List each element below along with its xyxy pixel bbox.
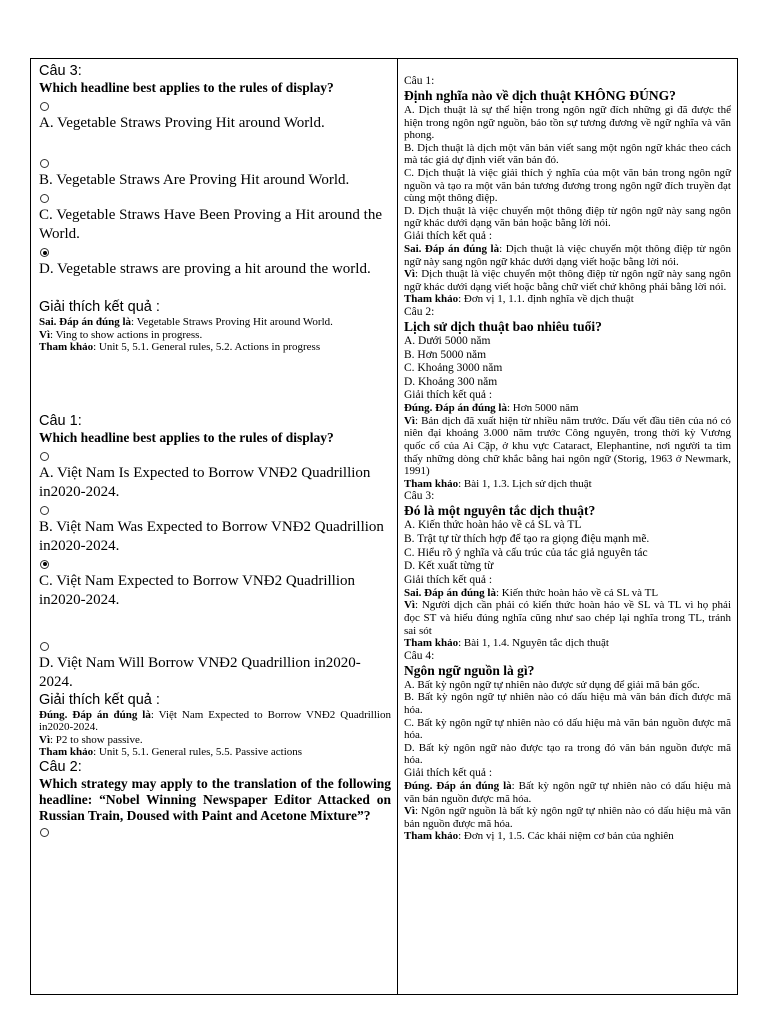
option-d: D. Việt Nam Will Borrow VNĐ2 Quadrillion in2020-2024. [39, 654, 361, 690]
radio-option-a[interactable] [40, 828, 49, 837]
option-a: A. Bất kỳ ngôn ngữ tự nhiên nào được sử dụng để giải mã bản gốc. [403, 678, 700, 691]
result-line [404, 402, 731, 415]
option-c: C. Hiểu rõ ý nghĩa và cấu trúc của tác giả nguyên tác [403, 546, 648, 559]
radio-option-b[interactable] [40, 506, 49, 515]
result-label: Sai. Đáp án đúng là [39, 316, 132, 328]
option-a: A. Dịch thuật là sự thể hiện trong ngôn ngữ đích những gì đã được thể hiện trong ngôn ngữ nguồn, bảo tồn sự tương đương về ngữ nghĩa và văn phong. [403, 104, 731, 142]
reason-value: : Dịch thuật là việc chuyển một thông điệp từ ngôn ngữ này sang ngôn ngữ khác dưới dạng viết hoặc bằng chữ viết chứ không phải bằng lời nói. [403, 268, 731, 293]
result-value: : Vegetable Straws Proving Hit around World. [131, 316, 333, 328]
question-label: Câu 2: [403, 305, 435, 318]
reason-label: Vì [403, 268, 415, 281]
option-d: D. Bất kỳ ngôn ngữ nào được tạo ra trong đó văn bản nguồn được mã hóa. [403, 741, 731, 767]
question-text: Đó là một nguyên tắc dịch thuật? [403, 503, 596, 519]
result-value: : Việt Nam Expected to Borrow VNĐ2 Quadrillion in2020-2024. [39, 708, 391, 733]
result-label: Sai. Đáp án đúng là [403, 242, 500, 255]
radio-option-c-selected[interactable] [40, 560, 49, 569]
question-text: Định nghĩa nào về dịch thuật KHÔNG ĐÚNG? [403, 88, 676, 103]
question-text: Ngôn ngữ nguồn là gì? [403, 662, 535, 678]
option-a: A. Dưới 5000 năm [403, 334, 491, 347]
explanation-heading: Giải thích kết quả : [403, 229, 493, 242]
reason-value: : Người dịch cần phải có kiến thức hoàn hảo về SL và TL vì họ phải đọc ST và hiểu đúng nghĩa cũng như sao chép lại nghĩa trong TL, tránh sai sót [403, 599, 731, 637]
reason-line [39, 329, 391, 342]
reason-value: : P2 to show passive. [50, 733, 143, 746]
result-value: : Dịch thuật là việc chuyển một thông điệp từ ngôn ngữ này sang ngôn ngữ khác dưới dạng viết hoặc bằng lời nói. [403, 242, 731, 268]
left-column [31, 59, 398, 994]
explanation-heading: Giải thích kết quả : [39, 299, 160, 315]
option-b: B. Dịch thuật là dịch một văn bản viết sang một ngôn ngữ khác theo cách mà tác giả dự định viết văn bản đó. [403, 141, 731, 167]
question-label: Câu 1: [39, 412, 82, 429]
reference-line [404, 637, 731, 650]
reference-label: Tham khảo [39, 341, 94, 353]
result-value: : Bất kỳ ngôn ngữ tự nhiên nào có dấu hiệu mà văn bản nguồn được mã hóa. [403, 779, 731, 805]
radio-option-c[interactable] [40, 194, 49, 203]
option-b: B. Trật tự từ thích hợp để tạo ra giọng điệu mạnh mẽ. [403, 533, 650, 546]
reason-label: Vì [39, 328, 50, 341]
result-label: Đúng. Đáp án đúng là [39, 708, 151, 721]
option-a: A. Kiến thức hoàn hảo về cả SL và TL [403, 519, 582, 532]
option-b: B. Hơn 5000 năm [403, 348, 487, 361]
reason-line [404, 415, 731, 478]
option-c: C. Việt Nam Expected to Borrow VNĐ2 Quadrillion in2020-2024. [39, 572, 355, 608]
question-block [404, 650, 731, 843]
reason-label: Vì [403, 599, 415, 612]
option-c: C. Vegetable Straws Have Been Proving a Hit around the World. [39, 207, 382, 242]
reference-label: Tham khảo [403, 477, 459, 490]
result-label: Sai. Đáp án đúng là [403, 586, 496, 599]
option-c: C. Dịch thuật là việc giải thích ý nghĩa của một văn bản trong ngôn ngữ nguồn và tạo ra một văn bản tương đương trong ngôn ngữ đích truyền đạt cùng một thông điệp. [403, 166, 731, 205]
radio-option-b[interactable] [40, 159, 49, 168]
option-d: D. Khoảng 300 năm [403, 375, 498, 388]
question-block [39, 759, 391, 837]
reference-label: Tham khảo [39, 746, 94, 758]
option-a: A. Việt Nam Is Expected to Borrow VNĐ2 Quadrillion in2020-2024. [39, 464, 371, 500]
reference-label: Tham khảo [403, 293, 459, 306]
option-d: D. Vegetable straws are proving a hit around the world. [39, 261, 371, 277]
option-a: A. Vegetable Straws Proving Hit around World. [39, 115, 325, 131]
reference-label: Tham khảo [403, 830, 459, 843]
question-label: Câu 3: [403, 490, 435, 503]
reason-line [404, 599, 731, 637]
reference-line [404, 830, 731, 843]
option-c: C. Bất kỳ ngôn ngữ tự nhiên nào có dấu hiệu mà văn bản nguồn được mã hóa. [403, 716, 731, 742]
reason-value: : Ving to show actions in progress. [50, 328, 203, 341]
question-block [404, 306, 731, 491]
reference-label: Tham khảo [403, 637, 459, 650]
reference-value: : Unit 5, 5.1. General rules, 5.2. Actions in progress [93, 341, 321, 353]
reference-value: : Bài 1, 1.4. Nguyên tắc dịch thuật [458, 637, 609, 650]
question-block [404, 490, 731, 649]
question-label: Câu 2: [39, 758, 82, 775]
reference-value: : Đơn vị 1, 1.1. định nghĩa về dịch thuật [458, 293, 634, 306]
radio-option-d[interactable] [40, 642, 49, 651]
question-label: Câu 4: [403, 649, 435, 662]
option-c: C. Khoảng 3000 năm [403, 362, 503, 375]
reference-line [39, 341, 391, 354]
result-line [404, 780, 731, 805]
question-text: Which strategy may apply to the translation of the following headline: “Nobel Winning Newspaper Editor Attacked on Russian Train, Doused with Paint and Acetone Mixture”? [39, 775, 391, 823]
option-b: B. Vegetable Straws Are Proving Hit around World. [39, 172, 350, 188]
result-label: Đúng. Đáp án đúng là [403, 779, 512, 792]
question-block [39, 63, 391, 354]
question-text: Which headline best applies to the rules of display? [39, 80, 334, 95]
page-table [30, 58, 738, 995]
question-text: Which headline best applies to the rules of display? [39, 429, 334, 445]
question-block [404, 75, 731, 306]
explanation-heading: Giải thích kết quả : [403, 573, 493, 586]
radio-option-a[interactable] [40, 452, 49, 461]
radio-option-a[interactable] [40, 102, 49, 111]
result-line [39, 316, 391, 329]
question-block [39, 413, 391, 759]
reference-value: : Đơn vị 1, 1.5. Các khái niệm cơ bản của nghiên [458, 830, 674, 843]
reason-label: Vì [39, 733, 50, 746]
question-text: Lịch sử dịch thuật bao nhiêu tuổi? [403, 318, 602, 334]
result-value: : Hơn 5000 năm [507, 402, 579, 415]
result-label: Đúng. Đáp án đúng là [403, 402, 507, 415]
reason-line [39, 734, 391, 747]
reference-line [404, 478, 731, 491]
explanation-heading: Giải thích kết quả : [403, 766, 493, 779]
question-label: Câu 1: [403, 75, 435, 87]
reason-label: Vì [403, 414, 415, 427]
reason-label: Vì [403, 805, 415, 818]
result-line [404, 587, 731, 600]
reference-value: : Bài 1, 1.3. Lịch sử dịch thuật [458, 477, 592, 490]
question-label: Câu 3: [39, 63, 82, 79]
option-d: D. Kết xuất từng từ [403, 560, 494, 573]
option-d: D. Dịch thuật là việc chuyển một thông điệp từ ngôn ngữ này sang ngôn ngữ khác dưới dạng văn bản hoặc bằng lời nói. [403, 204, 731, 230]
reason-value: : Bản dịch đã xuất hiện từ nhiều năm trước. Dấu vết đầu tiên của nó có niên đại khoảng 3.000 năm trước Công nguyên, trong thời kỳ Vương quốc cổ của Ai Cập, ở khu vực Cataract, Elephantine, nơi người ta tìm thấy những dòng chữ khắc bằng hai ngôn ngữ (Storig, 1963 ở Newmark, 1991) [403, 414, 731, 478]
reference-line [39, 746, 391, 759]
explanation-heading: Giải thích kết quả : [403, 389, 493, 402]
reference-value: : Unit 5, 5.1. General rules, 5.5. Passive actions [93, 746, 303, 758]
radio-option-d-selected[interactable] [40, 248, 49, 257]
option-b: B. Việt Nam Was Expected to Borrow VNĐ2 Quadrillion in2020-2024. [39, 518, 384, 554]
reason-line [404, 268, 731, 293]
reason-value: : Ngôn ngữ nguồn là bất kỳ ngôn ngữ tự nhiên nào có dấu hiệu mà văn bản nguồn được mã hóa. [403, 805, 731, 830]
reference-line [404, 293, 731, 306]
reason-line [404, 805, 731, 830]
option-b: B. Bất kỳ ngôn ngữ tự nhiên nào có dấu hiệu mà văn bản đích được mã hóa. [403, 691, 731, 716]
right-column [398, 59, 737, 994]
result-line [39, 709, 391, 734]
result-line [404, 243, 731, 268]
explanation-heading: Giải thích kết quả : [39, 691, 160, 708]
result-value: : Kiến thức hoàn hảo về cả SL và TL [495, 586, 659, 599]
